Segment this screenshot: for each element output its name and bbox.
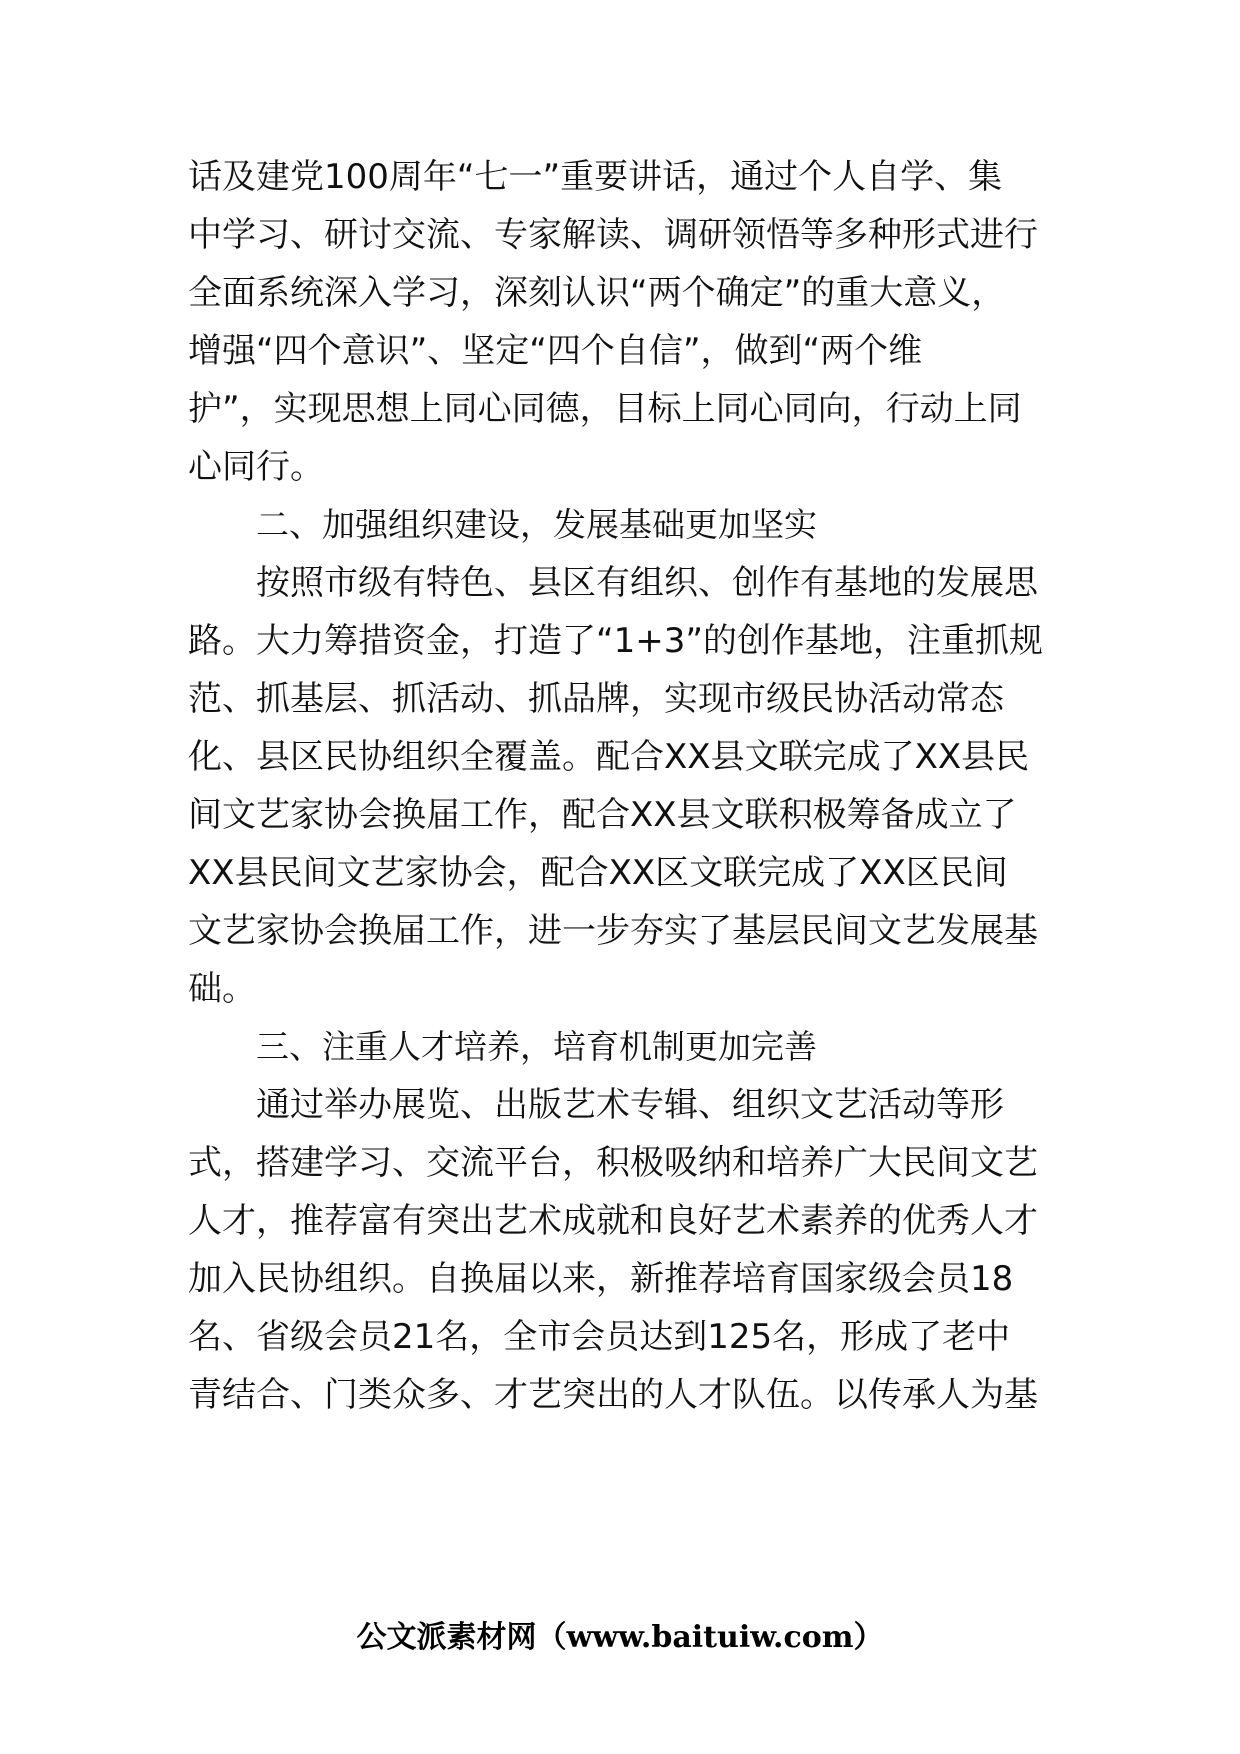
body-line: 础。 xyxy=(188,969,256,1009)
body-line: 按照市级有特色、县区有组织、创作有基地的发展思 xyxy=(256,563,1038,603)
body-line: 名、省级会员21名，全市会员达到125名，形成了老中 xyxy=(188,1317,1011,1357)
body-line: 青结合、门类众多、才艺突出的人才队伍。以传承人为基 xyxy=(188,1375,1038,1415)
body-line: 间文艺家协会换届工作，配合XX县文联积极筹备成立了 xyxy=(188,795,1017,835)
body-line: 护”，实现思想上同心同德，目标上同心同向，行动上同 xyxy=(188,389,1022,429)
body-line: 心同行。 xyxy=(188,447,324,487)
body-line: 话及建党100周年“七一”重要讲话，通过个人自学、集 xyxy=(188,157,1003,197)
body-line: 文艺家协会换届工作，进一步夯实了基层民间文艺发展基 xyxy=(188,911,1038,951)
body-line: 范、抓基层、抓活动、抓品牌，实现市级民协活动常态 xyxy=(188,679,1004,719)
body-line: 式，搭建学习、交流平台，积极吸纳和培养广大民间文艺 xyxy=(188,1143,1038,1183)
body-line: 加入民协组织。自换届以来，新推荐培育国家级会员18 xyxy=(188,1259,1014,1299)
body-line: 增强“四个意识”、坚定“四个自信”，做到“两个维 xyxy=(188,331,923,371)
section-heading: 三、注重人才培养，培育机制更加完善 xyxy=(256,1027,817,1066)
section-heading: 二、加强组织建设，发展基础更加坚实 xyxy=(256,505,817,544)
body-line: 路。大力筹措资金，打造了“1+3”的创作基地，注重抓规 xyxy=(188,621,1043,661)
body-line: 人才，推荐富有突出艺术成就和良好艺术素养的优秀人才 xyxy=(188,1201,1038,1241)
footer-watermark: 公文派素材网（www.baituiw.com） xyxy=(356,1620,884,1655)
body-line: 中学习、研讨交流、专家解读、调研领悟等多种形式进行 xyxy=(188,215,1038,255)
body-line: 全面系统深入学习，深刻认识“两个确定”的重大意义， xyxy=(188,273,1006,313)
body-line: XX县民间文艺家协会，配合XX区文联完成了XX区民间 xyxy=(188,853,1008,893)
body-line: 化、县区民协组织全覆盖。配合XX县文联完成了XX县民 xyxy=(188,737,1030,777)
body-line: 通过举办展览、出版艺术专辑、组织文艺活动等形 xyxy=(256,1085,1004,1125)
